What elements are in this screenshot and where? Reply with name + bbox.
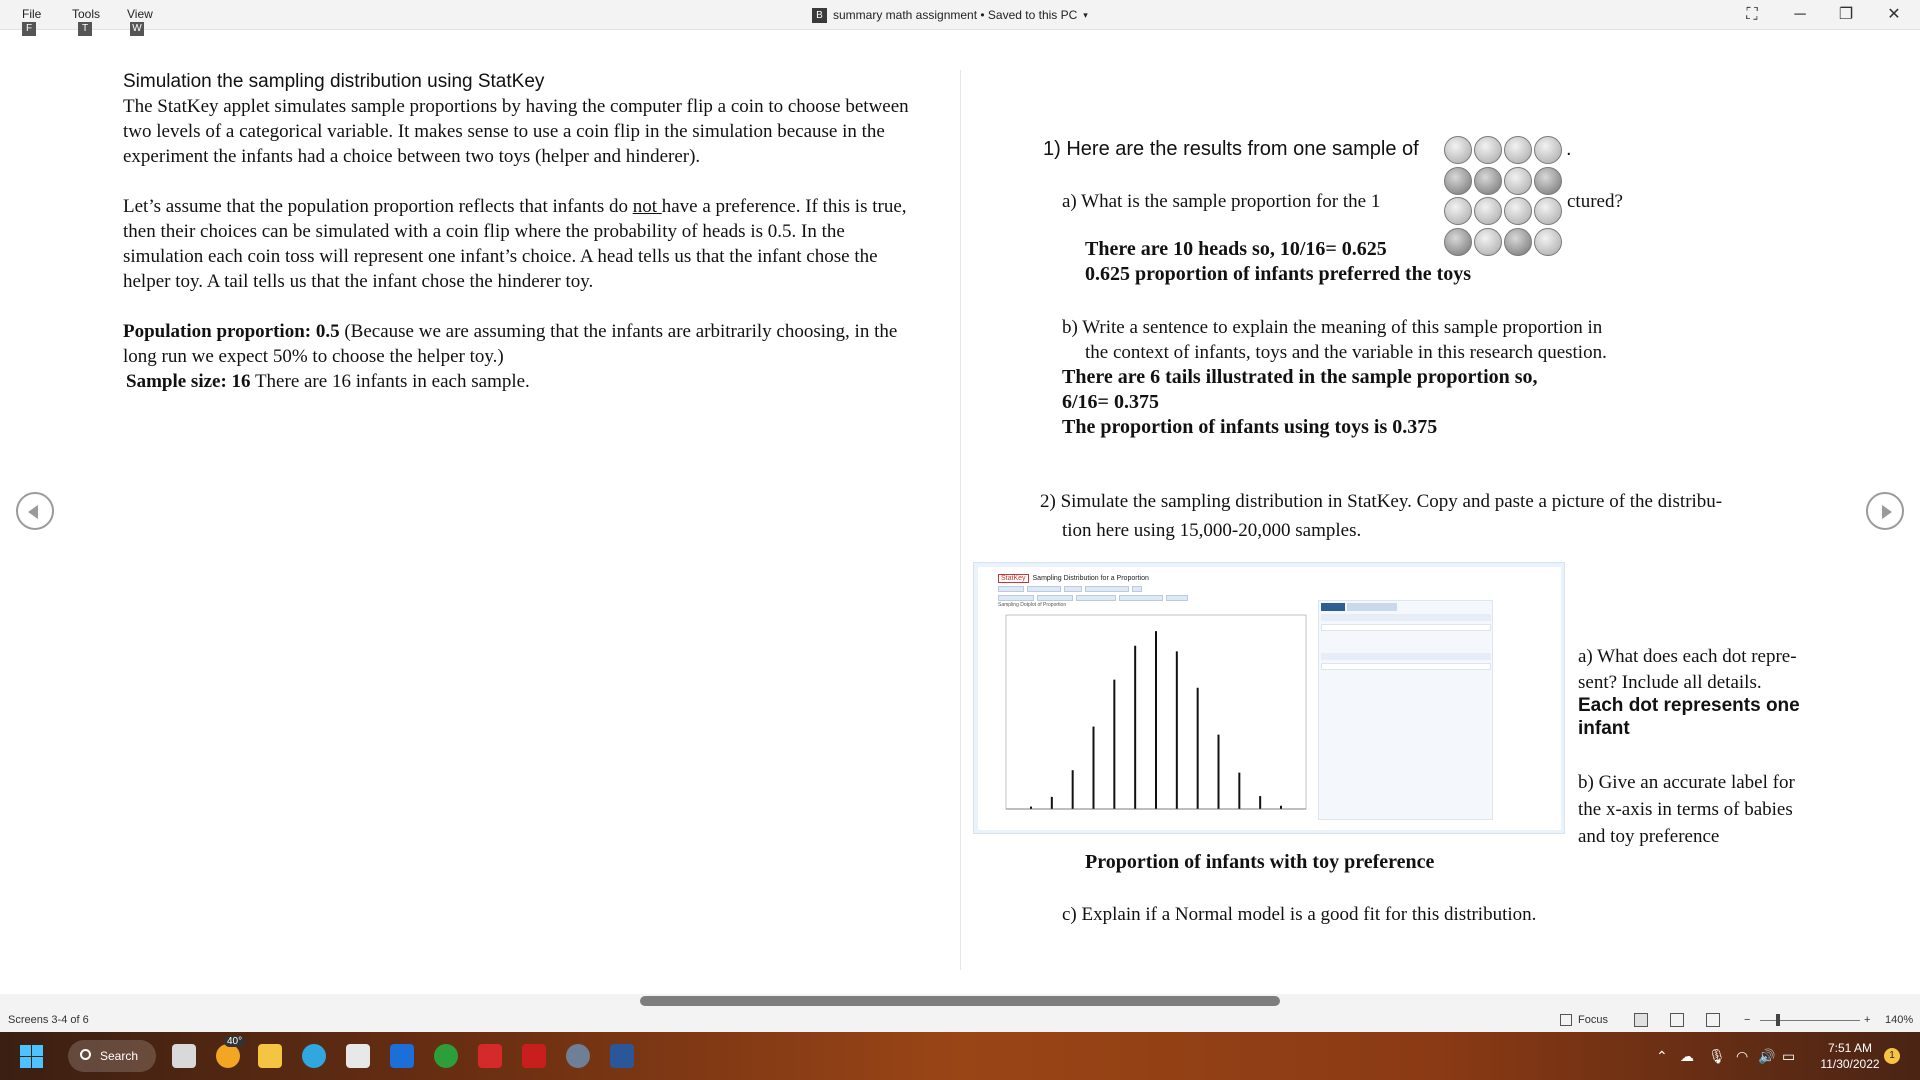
question-1-period: . xyxy=(1566,138,1572,160)
word-icon[interactable] xyxy=(610,1044,634,1068)
answer-2b: Proportion of infants with toy preference xyxy=(1085,851,1435,873)
edge-icon[interactable] xyxy=(302,1044,326,1068)
paragraph-population xyxy=(123,319,923,369)
settings-gear-icon[interactable] xyxy=(566,1044,590,1068)
clock-time: 7:51 AM xyxy=(1827,1041,1873,1055)
statkey-screenshot[interactable] xyxy=(973,562,1565,834)
paragraph-sample-size xyxy=(123,369,923,394)
status-bar xyxy=(0,1008,1920,1032)
triangle-right-icon xyxy=(1882,505,1892,519)
answer-1b-line1: There are 6 tails illustrated in the sample proportion so, xyxy=(1062,366,1538,388)
app-badge-icon: B xyxy=(812,8,827,23)
statkey-side-panel xyxy=(1318,600,1493,820)
sampling-distribution-plot xyxy=(990,609,1310,827)
coin-heads xyxy=(1444,197,1472,225)
coin-heads xyxy=(1534,228,1562,256)
taskbar-search[interactable] xyxy=(68,1040,156,1072)
chevron-down-icon: ▾ xyxy=(1083,9,1088,20)
next-page-button[interactable] xyxy=(1866,492,1904,530)
sample-size-text: There are 16 infants in each sample. xyxy=(250,371,530,392)
assumption-text-a: Let’s assume that the population proportion reflects that infants do xyxy=(123,196,633,217)
search-icon xyxy=(80,1049,91,1060)
previous-page-button[interactable] xyxy=(16,492,54,530)
question-2-line2: tion here using 15,000-20,000 samples. xyxy=(1062,520,1362,541)
file-explorer-icon[interactable] xyxy=(258,1044,282,1068)
document-title[interactable] xyxy=(812,6,1088,24)
coin-heads xyxy=(1504,136,1532,164)
zoom-in-button[interactable]: + xyxy=(1864,1014,1871,1026)
statkey-subtitle: Sampling Dotplot of Proportion xyxy=(998,602,1067,608)
coin-heads xyxy=(1444,136,1472,164)
coin-tails xyxy=(1534,167,1562,195)
document-title-text: summary math assignment • Saved to this PC xyxy=(833,8,1078,22)
coin-heads xyxy=(1474,136,1502,164)
menu-tools-keytip: T xyxy=(78,22,92,36)
clock-date: 11/30/2022 xyxy=(1820,1057,1880,1071)
coin-heads xyxy=(1474,228,1502,256)
restore-button[interactable]: ❐ xyxy=(1838,6,1854,23)
coin-tails xyxy=(1444,167,1472,195)
question-2b-line3: and toy preference xyxy=(1578,826,1720,847)
answer-1a-line2: 0.625 proportion of infants preferred the toys xyxy=(1085,263,1472,285)
statkey-toolbar xyxy=(998,586,1145,592)
menu-view-label: View xyxy=(127,7,153,21)
windows-start-icon[interactable] xyxy=(20,1045,43,1068)
question-1a: a) What is the sample proportion for the 1 xyxy=(1062,191,1381,212)
population-label: Population proportion: 0.5 xyxy=(123,321,340,342)
menu-view-keytip: W xyxy=(130,22,144,36)
paragraph-assumption xyxy=(123,194,923,294)
focus-button[interactable]: Focus xyxy=(1578,1014,1608,1026)
answer-1b-line3: The proportion of infants using toys is 0.375 xyxy=(1062,416,1438,438)
coin-heads xyxy=(1534,197,1562,225)
coin-tails xyxy=(1444,228,1472,256)
menu-file-keytip: F xyxy=(22,22,36,36)
volume-icon[interactable]: 🔊 xyxy=(1758,1048,1776,1064)
weather-temp: 40° xyxy=(224,1036,245,1047)
task-view-icon[interactable] xyxy=(172,1044,196,1068)
taskbar-clock[interactable] xyxy=(1810,1040,1890,1072)
paragraph-statkey: The StatKey applet simulates sample proportions by having the computer flip a coin to choose between two levels of a categorical variable. It makes sense to use a coin flip in the simulation because in the experiment the infants had a choice between two toys (helper and hinderer). xyxy=(123,96,909,167)
battery-icon[interactable]: ▭ xyxy=(1782,1048,1796,1064)
statkey-logo: StatKey xyxy=(998,574,1029,583)
triangle-left-icon xyxy=(28,505,38,519)
zoom-slider[interactable] xyxy=(1760,1020,1860,1021)
search-label: Search xyxy=(100,1049,139,1063)
section-heading: Simulation the sampling distribution using StatKey xyxy=(123,71,545,92)
zoom-level[interactable]: 140% xyxy=(1885,1014,1914,1026)
wifi-icon[interactable]: ◠ xyxy=(1736,1048,1749,1064)
question-1b-line2: the context of infants, toys and the variable in this research question. xyxy=(1085,342,1607,363)
left-page xyxy=(123,70,923,394)
question-2b-line2: the x-axis in terms of babies xyxy=(1578,799,1793,820)
question-2a-line2: sent? Include all details. xyxy=(1578,672,1762,693)
focus-mode-icon[interactable]: ⛶ xyxy=(1746,6,1758,23)
assumption-underlined: not xyxy=(632,196,662,217)
coin-tails xyxy=(1504,228,1532,256)
page-divider xyxy=(960,70,961,970)
menu-file[interactable] xyxy=(22,7,41,36)
menu-view[interactable] xyxy=(127,7,153,36)
store-icon[interactable] xyxy=(346,1044,370,1068)
coin-tails xyxy=(1474,167,1502,195)
chevron-up-icon[interactable]: ⌃ xyxy=(1656,1048,1668,1064)
taskbar xyxy=(0,1032,1920,1080)
microphone-icon[interactable]: 🎙 xyxy=(1708,1048,1726,1064)
question-2b-line1: b) Give an accurate label for xyxy=(1578,772,1795,793)
notification-badge[interactable]: 1 xyxy=(1884,1048,1900,1064)
menu-tools[interactable] xyxy=(72,7,100,36)
close-button[interactable]: ✕ xyxy=(1887,6,1901,23)
title-bar xyxy=(0,0,1920,34)
answer-2a-line2: infant xyxy=(1578,718,1630,739)
menu-file-label: File xyxy=(22,7,42,21)
read-mode-icon[interactable] xyxy=(1634,1013,1648,1027)
media-player-icon[interactable] xyxy=(522,1044,546,1068)
statkey-generate-row xyxy=(998,595,1191,601)
zoom-out-button[interactable]: − xyxy=(1744,1014,1751,1026)
answer-1b-line2: 6/16= 0.375 xyxy=(1062,391,1159,413)
coin-heads xyxy=(1534,136,1562,164)
weather-icon[interactable] xyxy=(216,1044,240,1068)
coin-heads xyxy=(1474,197,1502,225)
screen-count: Screens 3-4 of 6 xyxy=(8,1014,89,1026)
assumption-text-b: have a preference. If this is true, then their choices can be simulated with a coin flip where the probability of heads is 0.5. In the simulation each coin toss will represent one infant’s choice. A head tells us that the infant chose the helper toy. A tail tells us that the infant chose the hinderer toy. xyxy=(123,196,907,292)
sample-size-label: Sample size: 16 xyxy=(126,371,251,392)
question-1b-line1: b) Write a sentence to explain the meaning of this sample proportion in xyxy=(1062,317,1603,338)
print-layout-icon[interactable] xyxy=(1670,1013,1684,1027)
zoom-slider-handle[interactable] xyxy=(1776,1014,1780,1026)
coin-sample-grid xyxy=(1444,136,1564,256)
focus-icon xyxy=(1560,1014,1572,1026)
question-2c: c) Explain if a Normal model is a good fit for this distribution. xyxy=(1062,904,1537,925)
statkey-title-text: Sampling Distribution for a Proportion xyxy=(1032,575,1149,582)
scrollbar-thumb[interactable] xyxy=(640,996,1280,1006)
xbox-icon[interactable] xyxy=(434,1044,458,1068)
question-2-line1: 2) Simulate the sampling distribution in StatKey. Copy and paste a picture of the distribu- xyxy=(1040,491,1723,512)
coin-heads xyxy=(1504,197,1532,225)
launcher-l-icon[interactable] xyxy=(390,1044,414,1068)
answer-1a-line1: There are 10 heads so, 10/16= 0.625 xyxy=(1085,238,1387,260)
answer-2a-line1: Each dot represents one xyxy=(1578,695,1800,716)
menu-tools-label: Tools xyxy=(72,7,101,21)
minimize-button[interactable]: ─ xyxy=(1794,6,1806,23)
question-1a-end: ctured? xyxy=(1567,191,1623,212)
statkey-title xyxy=(998,574,1149,583)
coin-heads xyxy=(1504,167,1532,195)
question-1: 1) Here are the results from one sample of xyxy=(1043,138,1419,160)
web-layout-icon[interactable] xyxy=(1706,1013,1720,1027)
mcafee-icon[interactable] xyxy=(478,1044,502,1068)
population-text: (Because we are assuming that the infants are arbitrarily choosing, in the long run we expect 50% to choose the helper toy.) xyxy=(123,321,898,367)
question-2a-line1: a) What does each dot repre- xyxy=(1578,646,1797,667)
onedrive-cloud-icon[interactable]: ☁ xyxy=(1680,1048,1694,1064)
